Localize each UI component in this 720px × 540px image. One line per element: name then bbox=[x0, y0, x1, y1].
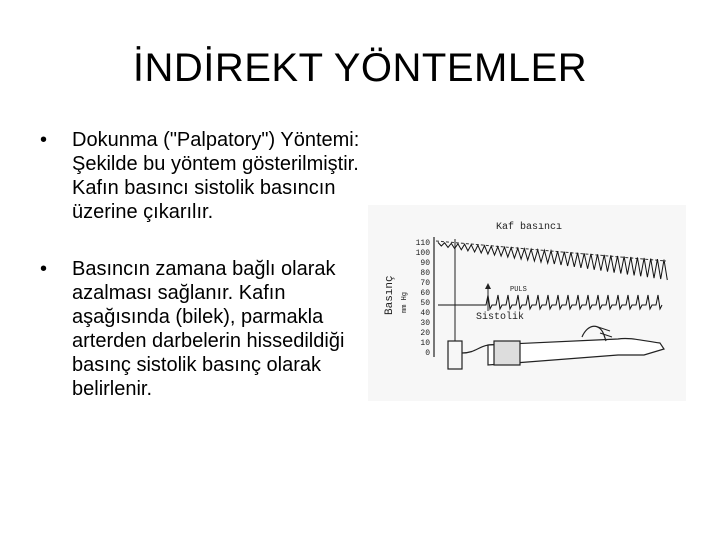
cuff-pressure-label: Kaf basıncı bbox=[496, 222, 563, 233]
blood-pressure-diagram bbox=[368, 205, 686, 401]
bullet-dot-icon: • bbox=[40, 258, 48, 280]
scale-tick: 0 bbox=[425, 349, 430, 358]
scale-tick: 50 bbox=[420, 299, 430, 308]
axis-unit: mm Hg bbox=[401, 291, 409, 313]
bullet-list bbox=[40, 128, 360, 401]
bullet-item bbox=[40, 128, 360, 224]
scale-tick: 10 bbox=[420, 339, 430, 348]
scale-tick: 40 bbox=[420, 309, 430, 318]
figure-background bbox=[368, 205, 686, 401]
scale-tick: 80 bbox=[420, 269, 430, 278]
scale-tick: 90 bbox=[420, 259, 430, 268]
slide-title: İNDİREKT YÖNTEMLER bbox=[132, 46, 588, 90]
scale-tick: 60 bbox=[420, 289, 430, 298]
systolic-label: Sistolik bbox=[476, 312, 525, 323]
pulse-label: PULS bbox=[510, 286, 527, 294]
scale-tick: 20 bbox=[420, 329, 430, 338]
bullet-text: Dokunma ("Palpatory") Yöntemi: Şekilde bu yöntem gösterilmiştir. Kafın basıncı sistolik basıncın üzerine çıkarılır. bbox=[72, 129, 360, 223]
bullet-item bbox=[40, 257, 360, 401]
cuff bbox=[494, 341, 520, 365]
scale-tick: 30 bbox=[420, 319, 430, 328]
scale-tick: 70 bbox=[420, 279, 430, 288]
axis-title: Basınç bbox=[384, 275, 396, 315]
bullet-dot-icon: • bbox=[40, 129, 48, 151]
scale-tick: 110 bbox=[415, 239, 430, 248]
scale-tick: 100 bbox=[415, 249, 430, 258]
palpatory-method-figure bbox=[368, 205, 686, 401]
bullet-text: Basıncın zamana bağlı olarak azalması sağlanır. Kafın aşağısında (bilek), parmakla arterden darbelerin hissedildiği basınç sistolik basınç olarak belirlenir. bbox=[72, 258, 345, 400]
